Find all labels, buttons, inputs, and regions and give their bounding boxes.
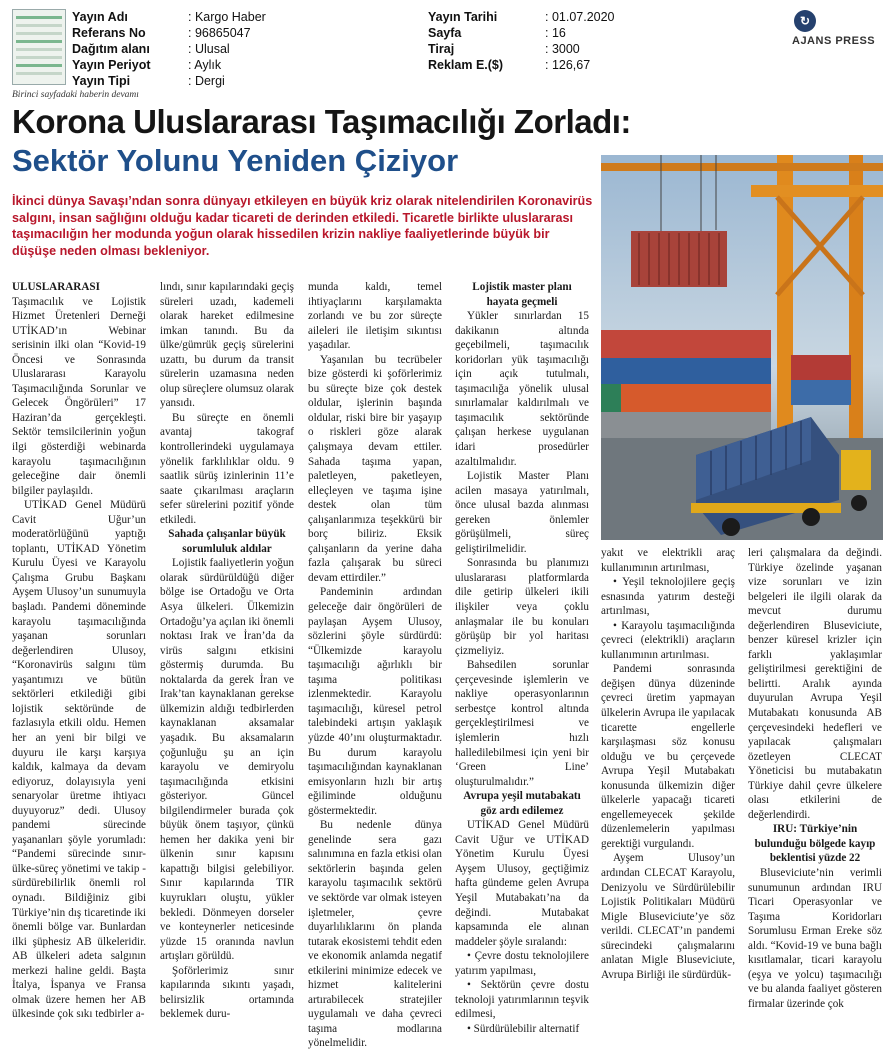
paragraph: leri çalışmalara da değindi. Türkiye özelinde yaşanan vize sorunları ve izin belgeleri ile ilgili olarak da mevcut durumu değerlendiren Bluseviciute, benzer küresel krizler için farklı yaklaşımlar geliştirilmesi gerektiğini de belirtti. Aralık ayında duyurulan Avrupa Yeşil Mutabakatı konusunda AB çerçevesindeki hedefleri ve yapılacak çalışmaları özetleyen CLECAT Yöneticisi bu mutabakatın Türkiye dahil çevre ülkelere olası etkilerini de değerlendirdi. <box>748 547 882 821</box>
port-container-photo <box>601 155 883 540</box>
paragraph: Şoförlerimiz sınır kapılarında sıkıntı yaşadı, belirsizlik ortamında beklemek duru- <box>160 964 294 1021</box>
ajans-press-logo: ↻ AJANS PRESS <box>790 10 890 50</box>
article-column-3 <box>308 280 442 1051</box>
paragraph: Sonrasında bu planımızı uluslararası platformlarda dile getirip ülkeleri ikili ilişkiler veya çoklu anlaşmalar ile bu konuları görüşüp bir yol haritası çizmeliyiz. <box>455 557 589 657</box>
section-subheading: Sahada çalışanlar büyük sorumluluk aldılar <box>168 528 286 555</box>
list-item: • Karayolu taşımacılığında çevreci (elektrikli) araçların kullanımının artırılması. <box>601 619 735 661</box>
paragraph: Bu süreçte en önemli avantaj takograf kontrollerindeki uygulamaya yönelik farklılıklar oldu. 9 saatlik sürüş izinlerinin 11’e saate çıkarılması araçların sefer sürelerini pozitif yönde etkiledi. <box>160 411 294 526</box>
paragraph: yakıt ve elektrikli araç kullanımının artırılması, <box>601 547 735 574</box>
meta-row: Reklam E.($) : 126,67 <box>428 58 591 72</box>
meta-row: Tiraj : 3000 <box>428 42 580 56</box>
paragraph: lındı, sınır kapılarındaki geçiş süreleri uzadı, kademeli olarak hareket edilmesine imkan tanındı. Bu da ülke/gümrük geçiş sürelerini uzattı, bu durum da transit sürelerin uzamasına neden olup süreçlere olumsuz olarak yansıdı. <box>160 281 294 410</box>
headline: Korona Uluslararası Taşımacılığı Zorladı: <box>12 103 631 140</box>
paragraph: UTİKAD Genel Müdürü Cavit Uğur ve UTİKAD Yönetim Kurulu Üyesi Ayşem Ulusoy, geçtiğimiz hafta gündeme gelen Avrupa Yeşil Mutabakatı’na da değindi. Mutabakat kapsamında ele alınan maddeler şöyle sıralandı: <box>455 819 589 948</box>
lead-paragraph: İkinci dünya Savaşı’ndan sonra dünyayı etkileyen en büyük kriz olarak nitelendirilen Koronavirüs salgını, insan sağlığını olduğu kadar ticareti de derinden etkiledi. Ticaretle birlikte uluslararası taşımacılığın her modunda yoğun olarak hissedilen krizin nakliye faaliyetlerinde büyük bir düşüşe neden olması bekleniyor. <box>12 194 593 258</box>
list-item: • Yeşil teknolojilere geçiş esnasında yatırım desteği artırılması, <box>601 576 735 618</box>
meta-row: Yayın Tipi : Dergi <box>72 74 225 88</box>
list-item: • Çevre dostu teknolojilere yatırım yapılması, <box>455 950 589 977</box>
paragraph: UTİKAD Genel Müdürü Cavit Uğur’un moderatörlüğünü yaptığı toplantı, UTİKAD Yönetim Kurulu Üyesi ve Karayolu Çalışma Grubu Başkanı Ayşem Ulusoy’un sunumuyla başladı. Pandemi döneminde karayolu taşımacılığında yaşanan sorunları değerlendiren Ulusoy, “Koronavirüs salgını tüm yaşantımızı ve bütün sektörleri etkilediği gibi lojistik sektöründe de fazlasıyla etkili oldu. Hemen her an yeni bir bilgi ve duyuru ile karşı karşıya kaldık, kalmaya da devam ediyoruz, dolayısıyla yeni senaryolar üretme ihtiyacı duyuyoruz” dedi. Ulusoy pandemi sürecinde yaşananları şöyle yorumladı: “Pandemi sürecinde sınır-ülke-süreç yönetimi ve takip -sürdürebilirlik önemli rol oynadı. Bildiğiniz gibi Türkiye’nin dış ticaretinde iki önemli bölge var. Bunlardan ilki şüphesiz AB ülkeleridir. AB ülkeleri adeta salgının merkezi haline geldi. Başta İtalya, İspanya ve Fransa olmak üzere hemen her AB ülkesinde çok sıkı tedbirler a- <box>12 499 146 1021</box>
meta-row: Referans No : 96865047 <box>72 26 251 40</box>
meta-row: Yayın Adı : Kargo Haber <box>72 10 266 24</box>
clipping-thumbnail <box>12 9 66 85</box>
paragraph: Pandeminin ardından geleceğe dair öngörüleri de paylaşan Ayşem Ulusoy, sözlerini şöyle sürdürdü: “Ülkemizde karayolu taşımacılığı ağırlıklı bir taşıma politikası izlenmektedir. Karayolu taşımacılığı, küresel petrol talebindeki artışın yaklaşık yüzde 40’ını oluşturmaktadır. Bu durum karayolu taşımacılığından kaynaklanan emisyonların hızlı bir artış eğiliminde olduğunu göstermektedir. <box>308 586 442 817</box>
section-subheading: IRU: Türkiye’nin bulunduğu bölgede kayıp beklentisi yüzde 22 <box>754 823 876 865</box>
paragraph: ULUSLARARASI Taşımacılık ve Lojistik Hizmet Üretenleri Derneği UTİKAD’ın Webinar serisinin ilki olan “Kovid-19 Öncesi ve Sonrasında Uluslararası Karayolu Taşımacılığında Sorunlar ve Gelecek Öngörüleri” 17 Haziran’da gerçekleşti. Sektör temsilcilerinin yoğun ilgi gösterdiği webinarda karayolu taşımacılığının geleceğine dair önemli bilgiler paylaşıldı. <box>12 281 146 497</box>
meta-row: Yayın Periyot : Aylık <box>72 58 222 72</box>
paragraph: munda kaldı, temel ihtiyaçlarını karşılamakta zorlandı ve bu zor süreçte aileleri ile iletişim sıkıntısı yaşadılar. <box>308 281 442 352</box>
meta-row: Sayfa : 16 <box>428 26 566 40</box>
subheadline: Sektör Yolunu Yeniden Çiziyor <box>12 143 459 178</box>
paragraph: Pandemi sonrasında değişen dünya düzeninde çevreci üretim yapmayan ülkelerin Avrupa ile yapılacak ticarette engellerle karşılaşması söz konusu olduğu ve bu çerçevede Avrupa Yeşil Mutabakatı konusunda ülkemizin diğer ülkelerle yapacağı ticareti engellemeyecek şekilde düzenlemelerin yapılması gerektiği vurgulandı. <box>601 663 735 850</box>
article-column-1 <box>12 280 146 1022</box>
section-subheading: Avrupa yeşil mutabakatı göz ardı edilemez <box>463 790 581 817</box>
paragraph: Bu nedenle dünya genelinde sera gazı salınımına en fazla etkisi olan sektörlerin başında gelen karayolu taşımacılık sektörü ve sektörde var olmak isteyen işletmeler, çevre duyarlılıklarını ön planda tutarak ekosistemi tehdit eden ve ekonomik anlamda negatif etkilerini minimize edecek ve hizmet kalitelerini artırabilecek stratejiler uygulamalı ve daha çevreci taşıma modlarına yönelmelidir. <box>308 819 442 1050</box>
list-item: • Sektörün çevre dostu teknoloji yatırımlarının teşvik edilmesi, <box>455 979 589 1021</box>
port-scene-illustration <box>601 155 883 540</box>
ajans-press-icon: ↻ <box>794 10 816 32</box>
meta-right <box>428 9 615 73</box>
paragraph: Bluseviciute’nin verimli sunumunun ardından IRU Ticari Operasyonlar ve Taşıma Koridorları Sorumlusu Erman Ereke söz aldı. “Kovid-19 ve buna bağlı kısıtlamalar, ticari karayolu (eşya ve yolcu) taşımacılığı ve bu alanda faaliyet gösteren firmalar üzerinde çok <box>748 867 882 1010</box>
paragraph: Yaşanılan bu tecrübeler bize gösterdi ki şoförlerimiz bu süreçte bize çok destek oldular, işlerinin başında oldular, riski bire bir yaşayıp o riskleri göze alarak çalışmaya devam ettiler. Sahada taşıma yapan, paletleyen, paketleyen, elleçleyen ve taşıma işine destek olan tüm çalışanlarımıza teşekkürü bir borç biliriz. Eksik çalışanların da yerine daha fazla çalışarak bu süreci devam ettirdiler.” <box>308 353 442 584</box>
meta-row: Yayın Tarihi : 01.07.2020 <box>428 10 615 24</box>
article-column-2 <box>160 280 294 1022</box>
meta-row: Dağıtım alanı : Ulusal <box>72 42 230 56</box>
paragraph: Ayşem Ulusoy’un ardından CLECAT Karayolu, Denizyolu ve Sürdürülebilir Lojistik Politikaları Müdürü Migle Bluseviciute’ye söz verildi. CLECAT’ın pandemi sürecindeki çalışmalarını anlatan Migle Bluseviciute, Avrupa Birliği ile sürdürdük- <box>601 852 735 981</box>
paragraph: Bahsedilen sorunlar çerçevesinde işlemlerin ve nakliye operasyonlarının serbestçe kontrol altında gerçekleştirilmesi ve işlemlerin hızlı halledilebilmesi için yeni bir ‘Green Line’ oluşturulmalıdır.” <box>455 659 589 788</box>
paragraph: Yükler sınırlardan 15 dakikanın altında geçebilmeli, taşımacılık koridorları yük taşımacılığı için açık tutulmalı, taşımacılığa yönelik ulusal sınırlamalar kaldırılmalı ve taşımacılık sektöründe çalışan herkese uygulanan idari prosedürler azaltılmalıdır. <box>455 310 589 468</box>
press-clipping-header <box>0 0 895 88</box>
meta-left <box>72 9 266 89</box>
continuation-note: Birinci sayfadaki haberin devamı <box>12 90 139 100</box>
article-column-4 <box>455 280 589 1036</box>
article-column-6 <box>748 546 882 1012</box>
paragraph: Lojistik faaliyetlerin yoğun olarak sürdürüldüğü diğer bölge ise Ortadoğu ve Orta Asya ülkeleri. Ülkemizin Ortadoğu’ya açılan iki önemli noktası Irak ve İran’da da virüs salgını etkisini göstermiş durumda. Bu noktalarda da gerek İran ve Irak’tan kaynaklanan gerekse ülkemizin aldığı tedbirlerden kaynaklanan aksamalar yaşadık. Bu aksamaların çoğunluğu şu an için karayolu ve demiryolu taşımacılığında etkisini gösteriyor. Güncel bilgilendirmeler burada çok büyük önem taşıyor, çünkü hemen her dakika yeni bir ülkenin sınır kapısını kapattığı bilgisi gelebiliyor. Sınır kapılarında TIR kuyrukları oluştu, yükler bekledi. Dönmeyen dorseler ve konteynerler neticesinde yüzde 15 oranında navlun artışları görüldü. <box>160 557 294 963</box>
article-column-5 <box>601 546 735 982</box>
paragraph: Lojistik Master Planı acilen masaya yatırılmalı, önce ulusal bazda alınması gereken önlemler görüşülmeli, süreç geliştirilmelidir. <box>455 470 589 555</box>
section-subheading: Lojistik master planı hayata geçmeli <box>472 281 572 308</box>
list-item: • Sürdürülebilir alternatif <box>467 1022 580 1035</box>
